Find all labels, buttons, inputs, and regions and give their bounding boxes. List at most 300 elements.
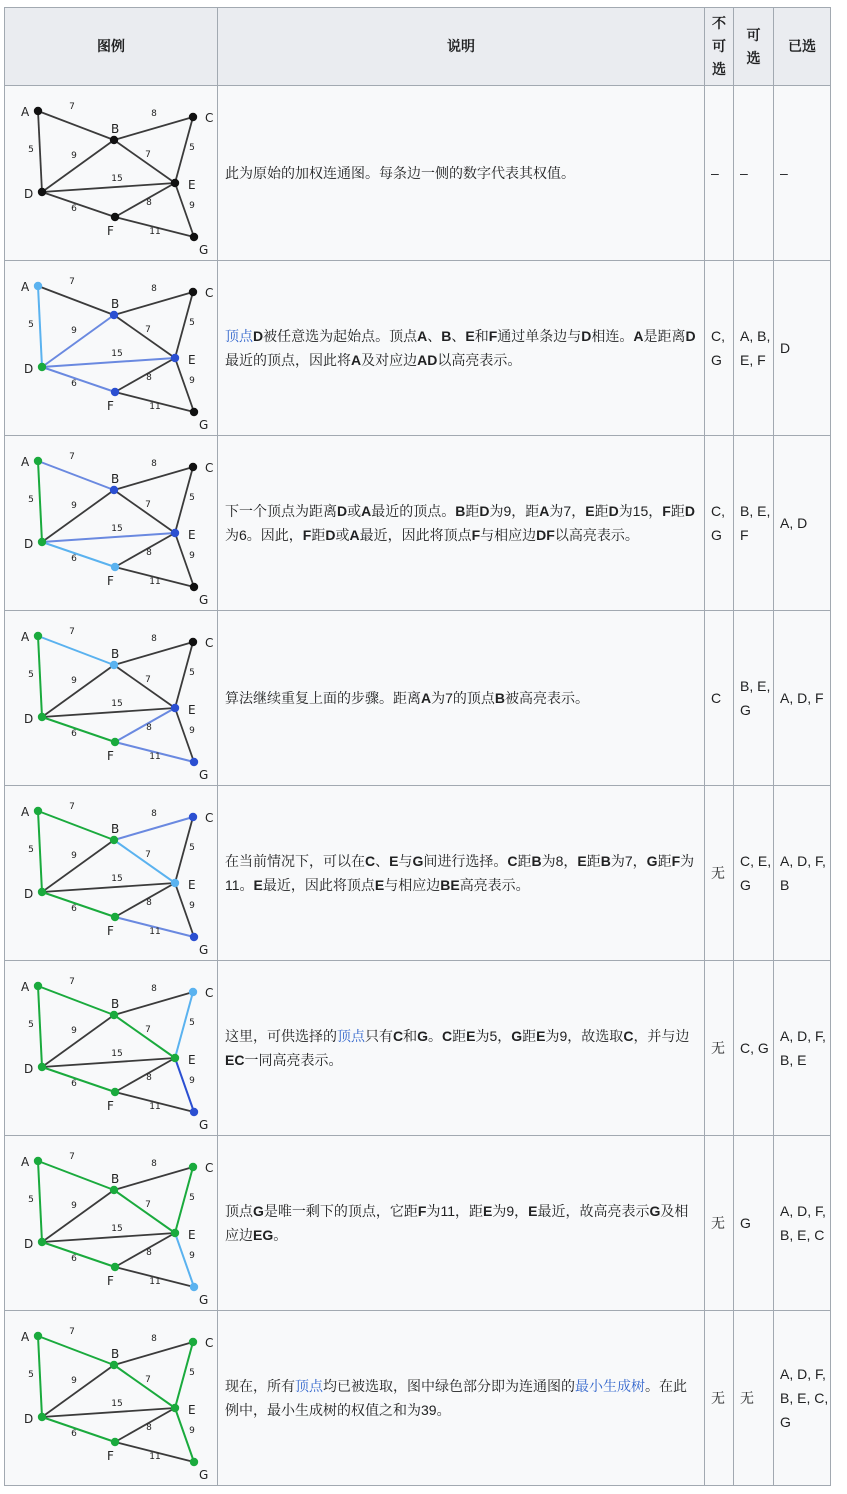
tree-cell: D: [774, 261, 831, 436]
edge-weight-ad: 5: [28, 845, 34, 855]
description-text: 。: [273, 1227, 288, 1243]
vertex-d: [38, 713, 46, 721]
description-bold: A: [351, 352, 362, 368]
description-bold: G: [646, 853, 658, 869]
graph-figure-6: [11, 973, 214, 1132]
edge-weight-ad: 5: [28, 1370, 34, 1380]
edge-df: [42, 1242, 115, 1267]
description-link[interactable]: 顶点: [295, 1378, 323, 1394]
edge-be: [114, 1015, 175, 1058]
vertex-f: [111, 913, 119, 921]
description-cell: [218, 961, 705, 1136]
vertex-d: [38, 1413, 46, 1421]
edge-weight-ef: 8: [146, 1073, 152, 1083]
vertex-label-a: A: [21, 630, 30, 644]
edge-ad: [38, 636, 42, 717]
description-bold: C: [507, 853, 518, 869]
edge-ef: [115, 1058, 175, 1092]
vertex-e: [171, 354, 179, 362]
edge-ab: [38, 111, 114, 140]
vertex-e: [171, 179, 179, 187]
unavailable-cell: C, G: [705, 261, 734, 436]
description-text: 为8，: [541, 853, 578, 869]
graph-figure-2: [11, 273, 214, 432]
vertex-label-a: A: [21, 980, 30, 994]
edge-weight-fg: 11: [149, 1452, 161, 1462]
vertex-label-b: B: [111, 822, 120, 836]
description-bold: C: [442, 1028, 453, 1044]
table-body: [5, 86, 831, 1486]
description-text: 高亮表示。: [459, 877, 530, 893]
description-bold: D: [325, 527, 336, 543]
description-text: 为7，: [610, 853, 647, 869]
edge-weight-eg: 9: [189, 376, 195, 386]
vertex-d: [38, 538, 46, 546]
description-bold: D: [685, 328, 696, 344]
edge-weight-bd: 9: [71, 1201, 77, 1211]
table-row: [5, 1136, 831, 1311]
tree-cell: –: [774, 86, 831, 261]
edge-ad: [38, 811, 42, 892]
vertex-label-g: G: [199, 943, 209, 957]
description-bold: E: [536, 1028, 546, 1044]
description-text: 及相应边: [225, 1203, 689, 1243]
legend-cell: [5, 436, 218, 611]
description-bold: G: [253, 1203, 264, 1219]
vertex-g: [190, 758, 198, 766]
edge-weight-ab: 7: [69, 277, 75, 287]
fringe-cell: A, B, E, F: [734, 261, 774, 436]
description-text: 与: [398, 853, 413, 869]
vertex-e: [171, 879, 179, 887]
edge-weight-be: 7: [145, 850, 151, 860]
description-link[interactable]: 顶点: [225, 328, 253, 344]
edge-de: [42, 708, 175, 717]
graph-figure-3: [11, 448, 214, 607]
edge-weight-ef: 8: [146, 198, 152, 208]
edge-ab: [38, 986, 114, 1015]
edge-weight-be: 7: [145, 150, 151, 160]
vertex-label-d: D: [24, 187, 34, 201]
edge-weight-eg: 9: [189, 901, 195, 911]
vertex-label-d: D: [24, 712, 34, 726]
edge-df: [42, 367, 115, 392]
edge-ad: [38, 461, 42, 542]
edge-weight-df: 6: [71, 729, 77, 739]
fringe-cell: 无: [734, 1311, 774, 1486]
description-bold: E: [389, 853, 399, 869]
edge-weight-fg: 11: [149, 752, 161, 762]
description-text: 相连。: [591, 328, 634, 344]
description-link[interactable]: 最小生成树: [575, 1378, 645, 1394]
edge-weight-eg: 9: [189, 1426, 195, 1436]
edge-weight-bc: 8: [151, 459, 157, 469]
edge-ef: [115, 1233, 175, 1267]
edge-weight-ef: 8: [146, 723, 152, 733]
description-text: 为11。: [225, 853, 695, 893]
edge-weight-be: 7: [145, 500, 151, 510]
description-text: 为6。因此，: [225, 527, 303, 543]
vertex-label-b: B: [111, 647, 120, 661]
vertex-e: [171, 529, 179, 537]
edge-weight-be: 7: [145, 675, 151, 685]
edge-weight-fg: 11: [149, 1102, 161, 1112]
description-bold: F: [417, 1203, 427, 1219]
description-bold: C: [623, 1028, 634, 1044]
description-bold: C: [393, 1028, 404, 1044]
tree-cell: A, D, F, B, E, C: [774, 1136, 831, 1311]
header-description: 说明: [218, 8, 705, 86]
edge-bd: [42, 140, 114, 192]
fringe-cell: –: [734, 86, 774, 261]
edge-weight-bc: 8: [151, 809, 157, 819]
vertex-label-c: C: [205, 111, 214, 125]
table-row: [5, 86, 831, 261]
description-cell: [218, 786, 705, 961]
edge-weight-be: 7: [145, 1200, 151, 1210]
vertex-g: [190, 1108, 198, 1116]
vertex-c: [189, 463, 197, 471]
vertex-label-f: F: [107, 1274, 114, 1288]
vertex-g: [190, 583, 198, 591]
description-text: 最近，因此将顶点: [359, 527, 472, 543]
tree-cell: A, D, F, B, E: [774, 961, 831, 1136]
edge-weight-de: 15: [111, 1049, 123, 1059]
edge-weight-ef: 8: [146, 1423, 152, 1433]
description-bold: DF: [536, 527, 555, 543]
vertex-label-a: A: [21, 280, 30, 294]
edge-weight-df: 6: [71, 1429, 77, 1439]
edge-bd: [42, 490, 114, 542]
edge-de: [42, 358, 175, 367]
description-text: 距: [465, 503, 480, 519]
description-bold: B: [441, 328, 452, 344]
edge-df: [42, 1417, 115, 1442]
vertex-label-f: F: [107, 1449, 114, 1463]
unavailable-cell: 无: [705, 961, 734, 1136]
vertex-f: [111, 388, 119, 396]
vertex-a: [34, 632, 42, 640]
edge-bd: [42, 1365, 114, 1417]
vertex-label-d: D: [24, 1412, 34, 1426]
vertex-label-a: A: [21, 1330, 30, 1344]
edge-ab: [38, 1336, 114, 1365]
vertex-c: [189, 988, 197, 996]
description-text: 被任意选为起始点。顶点: [263, 328, 418, 344]
edge-weight-bd: 9: [71, 1026, 77, 1036]
edge-bc: [114, 117, 193, 140]
description-text: 间进行选择。: [423, 853, 508, 869]
description-text: 最近，因此将顶点: [262, 877, 375, 893]
edge-weight-df: 6: [71, 554, 77, 564]
description-bold: EC: [225, 1052, 245, 1068]
header-row: [5, 8, 831, 86]
description-bold: A: [539, 503, 550, 519]
description-text: 为9，: [492, 1203, 529, 1219]
description-text: 为11，距: [426, 1203, 483, 1219]
description-text: 或: [335, 527, 350, 543]
edge-df: [42, 542, 115, 567]
vertex-label-c: C: [205, 1161, 214, 1175]
vertex-g: [190, 933, 198, 941]
edge-weight-eg: 9: [189, 726, 195, 736]
vertex-label-e: E: [188, 353, 196, 367]
vertex-label-e: E: [188, 178, 196, 192]
description-text: 被高亮表示。: [505, 690, 590, 706]
vertex-label-e: E: [188, 703, 196, 717]
edge-be: [114, 140, 175, 183]
description-text: 、: [451, 328, 466, 344]
description-bold: F: [488, 328, 498, 344]
description-bold: E: [585, 503, 595, 519]
description-text: 是距离: [643, 328, 686, 344]
edge-ef: [115, 183, 175, 217]
vertex-label-f: F: [107, 924, 114, 938]
unavailable-cell: C: [705, 611, 734, 786]
description-text: 距: [522, 1028, 537, 1044]
header-unavailable: 不可选: [705, 8, 734, 86]
description-bold: F: [671, 853, 681, 869]
vertex-label-d: D: [24, 887, 34, 901]
edge-weight-ce: 5: [189, 1018, 195, 1028]
graph-figure-8: [11, 1323, 214, 1482]
description-bold: B: [494, 690, 506, 706]
edge-weight-ef: 8: [146, 548, 152, 558]
vertex-label-g: G: [199, 243, 209, 257]
description-bold: B: [600, 853, 611, 869]
description-text: 为9，故选取: [545, 1028, 624, 1044]
tree-cell: A, D, F: [774, 611, 831, 786]
description-text: 最近的顶点，因此将: [225, 352, 351, 368]
vertex-e: [171, 1404, 179, 1412]
vertex-c: [189, 1163, 197, 1171]
tree-cell: A, D, F, B: [774, 786, 831, 961]
edge-weight-fg: 11: [149, 227, 161, 237]
description-bold: G: [412, 853, 424, 869]
vertex-label-e: E: [188, 1053, 196, 1067]
edge-weight-bd: 9: [71, 326, 77, 336]
description-bold: E: [374, 877, 385, 893]
edge-weight-df: 6: [71, 1254, 77, 1264]
vertex-label-g: G: [199, 1118, 209, 1132]
edge-weight-fg: 11: [149, 402, 161, 412]
vertex-label-b: B: [111, 1172, 120, 1186]
edge-df: [42, 1067, 115, 1092]
description-text: 此为原始的加权连通图。每条边一侧的数字代表其权值。: [225, 165, 575, 181]
edge-weight-ab: 7: [69, 977, 75, 987]
header-tree: 已选: [774, 8, 831, 86]
vertex-label-f: F: [107, 574, 114, 588]
edge-weight-ab: 7: [69, 452, 75, 462]
description-bold: F: [471, 527, 481, 543]
edge-weight-ef: 8: [146, 898, 152, 908]
edge-weight-ad: 5: [28, 320, 34, 330]
vertex-label-b: B: [111, 472, 120, 486]
description-bold: EG: [253, 1227, 274, 1243]
description-text: 以高亮表示。: [437, 352, 522, 368]
vertex-a: [34, 282, 42, 290]
description-text: 。在此例中，最小生成树的权值之和为39。: [225, 1378, 687, 1418]
edge-weight-ad: 5: [28, 145, 34, 155]
edge-weight-ce: 5: [189, 1368, 195, 1378]
prim-algorithm-table: [4, 7, 831, 1486]
edge-ef: [115, 533, 175, 567]
edge-be: [114, 840, 175, 883]
edge-bc: [114, 1167, 193, 1190]
edge-ad: [38, 986, 42, 1067]
vertex-label-e: E: [188, 1228, 196, 1242]
description-text: 为9，距: [489, 503, 540, 519]
edge-bd: [42, 1015, 114, 1067]
description-text: 与相应边: [480, 527, 537, 543]
vertex-e: [171, 1229, 179, 1237]
description-text: 与相应边: [384, 877, 441, 893]
vertex-f: [111, 1263, 119, 1271]
edge-weight-eg: 9: [189, 201, 195, 211]
vertex-label-g: G: [199, 768, 209, 782]
edge-de: [42, 183, 175, 192]
edge-de: [42, 1408, 175, 1417]
edge-weight-eg: 9: [189, 551, 195, 561]
edge-ab: [38, 1161, 114, 1190]
table-row: [5, 611, 831, 786]
edge-weight-ab: 7: [69, 802, 75, 812]
vertex-label-b: B: [111, 1347, 120, 1361]
edge-bd: [42, 665, 114, 717]
description-bold: G: [511, 1028, 523, 1044]
vertex-label-g: G: [199, 593, 209, 607]
edge-be: [114, 315, 175, 358]
edge-ad: [38, 1336, 42, 1417]
description-link[interactable]: 顶点: [337, 1028, 365, 1044]
description-text: 为15，: [618, 503, 663, 519]
edge-weight-bc: 8: [151, 284, 157, 294]
edge-weight-df: 6: [71, 379, 77, 389]
fringe-cell: C, G: [734, 961, 774, 1136]
edge-bc: [114, 817, 193, 840]
edge-weight-ab: 7: [69, 1152, 75, 1162]
edge-weight-bc: 8: [151, 634, 157, 644]
vertex-label-d: D: [24, 1237, 34, 1251]
vertex-f: [111, 738, 119, 746]
edge-weight-bd: 9: [71, 851, 77, 861]
vertex-b: [110, 136, 118, 144]
edge-weight-ad: 5: [28, 670, 34, 680]
edge-weight-bc: 8: [151, 109, 157, 119]
description-text: 距: [311, 527, 326, 543]
unavailable-cell: 无: [705, 786, 734, 961]
description-text: 距: [452, 1028, 467, 1044]
edge-weight-eg: 9: [189, 1076, 195, 1086]
description-text: 为7的顶点: [431, 690, 495, 706]
vertex-label-f: F: [107, 399, 114, 413]
vertex-b: [110, 486, 118, 494]
description-text: 下一个顶点为距离: [225, 503, 337, 519]
description-text: 和: [403, 1028, 418, 1044]
edge-ef: [115, 1408, 175, 1442]
vertex-label-c: C: [205, 1336, 214, 1350]
vertex-label-c: C: [205, 636, 214, 650]
description-bold: F: [302, 527, 312, 543]
edge-be: [114, 1365, 175, 1408]
edge-weight-df: 6: [71, 1079, 77, 1089]
description-bold: G: [417, 1028, 429, 1044]
edge-de: [42, 1058, 175, 1067]
vertex-label-c: C: [205, 461, 214, 475]
description-bold: A: [361, 503, 372, 519]
vertex-b: [110, 661, 118, 669]
edge-weight-de: 15: [111, 524, 123, 534]
edge-ef: [115, 708, 175, 742]
legend-cell: [5, 961, 218, 1136]
edge-weight-ce: 5: [189, 668, 195, 678]
description-text: 为5，: [475, 1028, 512, 1044]
vertex-b: [110, 311, 118, 319]
description-text: 距: [670, 503, 685, 519]
vertex-label-g: G: [199, 418, 209, 432]
edge-ad: [38, 286, 42, 367]
vertex-a: [34, 807, 42, 815]
edge-bd: [42, 315, 114, 367]
description-text: 算法继续重复上面的步骤。距离: [225, 690, 421, 706]
description-text: 这里，可供选择的: [225, 1028, 337, 1044]
vertex-label-e: E: [188, 878, 196, 892]
description-bold: E: [465, 328, 475, 344]
vertex-label-g: G: [199, 1293, 209, 1307]
edge-weight-ce: 5: [189, 318, 195, 328]
edge-be: [114, 1190, 175, 1233]
vertex-e: [171, 1054, 179, 1062]
vertex-b: [110, 1361, 118, 1369]
edge-weight-bc: 8: [151, 1159, 157, 1169]
header-legend: 图例: [5, 8, 218, 86]
edge-weight-ad: 5: [28, 1020, 34, 1030]
description-text: 通过单条边与: [497, 328, 582, 344]
description-bold: E: [466, 1028, 476, 1044]
vertex-g: [190, 233, 198, 241]
vertex-label-b: B: [111, 122, 120, 136]
description-bold: A: [421, 690, 432, 706]
description-text: 。: [428, 1028, 443, 1044]
edge-weight-df: 6: [71, 204, 77, 214]
edge-weight-be: 7: [145, 325, 151, 335]
description-bold: C: [365, 853, 376, 869]
edge-be: [114, 665, 175, 708]
description-text: 距: [657, 853, 672, 869]
edge-weight-de: 15: [111, 699, 123, 709]
graph-figure-7: [11, 1148, 214, 1307]
vertex-label-e: E: [188, 1403, 196, 1417]
vertex-label-f: F: [107, 224, 114, 238]
edge-weight-ce: 5: [189, 1193, 195, 1203]
vertex-d: [38, 188, 46, 196]
description-text: 是唯一剩下的顶点，它距: [263, 1203, 418, 1219]
edge-weight-bc: 8: [151, 984, 157, 994]
description-text: 及对应边: [361, 352, 418, 368]
edge-bc: [114, 467, 193, 490]
description-text: 均已被选取，图中绿色部分即为连通图的: [323, 1378, 575, 1394]
unavailable-cell: –: [705, 86, 734, 261]
description-bold: G: [649, 1203, 661, 1219]
edge-be: [114, 490, 175, 533]
vertex-a: [34, 1332, 42, 1340]
vertex-b: [110, 1011, 118, 1019]
vertex-d: [38, 1063, 46, 1071]
edge-bc: [114, 1342, 193, 1365]
legend-cell: [5, 611, 218, 786]
edge-weight-ab: 7: [69, 1327, 75, 1337]
vertex-d: [38, 1238, 46, 1246]
